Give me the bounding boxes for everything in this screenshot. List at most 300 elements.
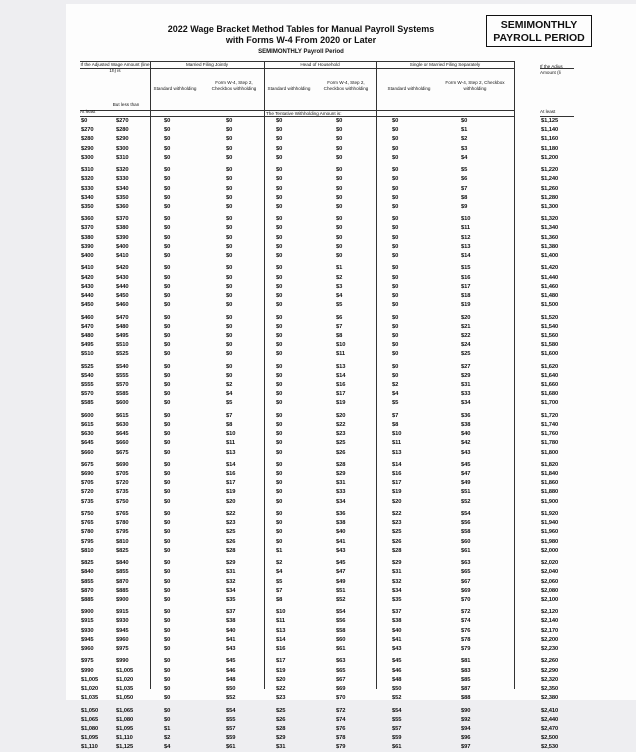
table-cell: $0 xyxy=(164,695,171,702)
table-cell: $0 xyxy=(276,154,283,161)
table-cell: $31 xyxy=(392,569,402,576)
table-cell: $2,140 xyxy=(541,618,559,625)
table-cell: $0 xyxy=(164,265,171,272)
table-cell: $915 xyxy=(116,609,129,616)
table-cell: $290 xyxy=(116,136,129,143)
table-cell: $1,780 xyxy=(541,440,559,447)
table-cell: $645 xyxy=(81,440,94,447)
table-cell: $495 xyxy=(116,332,129,339)
table-cell: $0 xyxy=(164,646,171,652)
table-cell: $1,005 xyxy=(81,676,99,683)
table-cell: $320 xyxy=(116,167,129,174)
table-cell: $67 xyxy=(336,676,346,683)
table-cell: $0 xyxy=(392,292,399,299)
mfj-checkbox-header: Form W-4, Step 2, Checkbox withholding xyxy=(211,80,257,91)
table-cell: $0 xyxy=(164,363,171,370)
table-cell: $0 xyxy=(226,203,233,210)
table-cell: $23 xyxy=(226,520,236,527)
table-cell: $65 xyxy=(336,667,346,674)
but-less-than-header: But less than xyxy=(112,102,140,107)
table-cell: $0 xyxy=(276,461,283,468)
table-cell: $0 xyxy=(164,194,171,201)
table-cell: $2,500 xyxy=(541,735,559,742)
table-cell: $41 xyxy=(392,636,402,643)
table-cell: $975 xyxy=(81,658,94,665)
table-cell: $48 xyxy=(226,676,236,683)
table-cell: $35 xyxy=(226,596,236,603)
table-cell: $0 xyxy=(336,136,343,143)
table-cell: $1,220 xyxy=(541,167,559,174)
table-cell: $1,660 xyxy=(541,382,559,388)
table-cell: $705 xyxy=(116,471,129,478)
table-cell: $990 xyxy=(81,667,94,674)
table-cell: $19 xyxy=(461,302,471,309)
table-cell: $870 xyxy=(116,578,129,585)
table-cell: $0 xyxy=(276,449,283,456)
table-cell: $460 xyxy=(81,314,94,321)
table-cell: $55 xyxy=(392,716,402,723)
table-cell: $400 xyxy=(116,243,129,250)
table-cell: $63 xyxy=(336,658,346,665)
table-cell: $10 xyxy=(336,342,346,349)
table-cell: $14 xyxy=(392,461,402,468)
table-cell: $0 xyxy=(276,234,283,241)
table-cell: $51 xyxy=(336,587,346,594)
table-cell: $1,740 xyxy=(541,421,559,428)
table-cell: $23 xyxy=(392,520,402,527)
table-cell: $600 xyxy=(116,400,129,407)
table-cell: $69 xyxy=(336,685,346,692)
table-cell: $0 xyxy=(276,382,283,388)
table-cell: $33 xyxy=(461,391,471,398)
table-cell: $7 xyxy=(336,323,343,330)
table-cell: $0 xyxy=(164,685,171,692)
table-cell: $0 xyxy=(226,154,233,161)
table-cell: $570 xyxy=(116,382,129,388)
table-cell: $1,160 xyxy=(541,136,559,143)
table-cell: $34 xyxy=(336,498,346,505)
table-cell: $38 xyxy=(392,618,402,625)
table-cell: $74 xyxy=(336,716,346,723)
table-cell: $585 xyxy=(116,391,129,398)
table-cell: $555 xyxy=(116,372,129,379)
table-cell: $40 xyxy=(461,431,471,438)
table-cell: $2 xyxy=(392,382,399,388)
table-cell: $0 xyxy=(164,400,171,407)
table-cell: $74 xyxy=(461,618,471,625)
table-cell: $0 xyxy=(276,145,283,152)
table-cell: $58 xyxy=(336,627,346,634)
table-cell: $88 xyxy=(461,695,471,702)
table-cell: $0 xyxy=(392,203,399,210)
table-cell: $0 xyxy=(164,314,171,321)
table-cell: $0 xyxy=(164,253,171,259)
table-cell: $97 xyxy=(461,744,471,751)
table-cell: $1,500 xyxy=(541,302,559,309)
table-cell: $960 xyxy=(116,636,129,643)
table-cell: $1,680 xyxy=(541,391,559,398)
table-cell: $2 xyxy=(276,560,283,567)
table-cell: $0 xyxy=(276,529,283,536)
mfj-standard-column xyxy=(164,117,190,752)
table-cell: $0 xyxy=(226,253,233,259)
table-cell: $0 xyxy=(276,225,283,232)
table-cell: $410 xyxy=(116,253,129,259)
table-cell: $460 xyxy=(116,302,129,309)
table-cell: $34 xyxy=(461,400,471,407)
table-cell: $60 xyxy=(461,538,471,545)
table-cell: $0 xyxy=(164,471,171,478)
table-cell: $615 xyxy=(81,421,94,428)
table-cell: $0 xyxy=(276,292,283,299)
table-cell: $1,560 xyxy=(541,332,559,339)
table-cell: $2,260 xyxy=(541,658,559,665)
table-cell: $17 xyxy=(226,480,236,487)
table-cell: $1,540 xyxy=(541,323,559,330)
table-cell: $11 xyxy=(276,618,286,625)
table-cell: $2,020 xyxy=(541,560,559,567)
table-cell: $450 xyxy=(116,292,129,299)
table-cell: $1,320 xyxy=(541,216,559,223)
table-cell: $25 xyxy=(392,529,402,536)
table-cell: $35 xyxy=(392,596,402,603)
table-cell: $24 xyxy=(461,342,471,349)
table-cell: $26 xyxy=(226,538,236,545)
table-cell: $47 xyxy=(461,471,471,478)
table-cell: $58 xyxy=(461,529,471,536)
table-cell: $4 xyxy=(164,744,171,751)
table-cell: $585 xyxy=(81,400,94,407)
table-cell: $45 xyxy=(461,461,471,468)
table-cell: $0 xyxy=(276,176,283,183)
table-cell: $0 xyxy=(164,372,171,379)
table-cell: $0 xyxy=(276,489,283,496)
table-cell: $0 xyxy=(226,176,233,183)
single-standard-header: Standard withholding xyxy=(387,86,431,91)
table-cell: $0 xyxy=(164,382,171,388)
table-cell: $0 xyxy=(164,154,171,161)
table-cell: $51 xyxy=(461,489,471,496)
table-cell: $1,050 xyxy=(116,695,134,702)
table-cell: $11 xyxy=(226,440,236,447)
table-cell: $750 xyxy=(81,511,94,517)
table-cell: $2,040 xyxy=(541,569,559,576)
table-cell: $0 xyxy=(164,658,171,665)
table-cell: $0 xyxy=(336,185,343,192)
table-cell: $0 xyxy=(276,203,283,210)
table-cell: $9 xyxy=(461,203,468,210)
tentative-amount-header: The Tentative Withholding Amount is: xyxy=(266,111,342,116)
table-cell: $0 xyxy=(392,167,399,174)
table-cell: $0 xyxy=(276,243,283,250)
table-cell: $11 xyxy=(392,440,402,447)
table-cell: $930 xyxy=(81,627,94,634)
table-cell: $900 xyxy=(81,609,94,616)
table-cell: $0 xyxy=(392,118,399,124)
table-cell: $69 xyxy=(461,587,471,594)
table-cell: $29 xyxy=(461,372,471,379)
table-cell: $0 xyxy=(164,636,171,643)
table-cell: $37 xyxy=(392,609,402,616)
table-cell: $4 xyxy=(226,391,233,398)
table-cell: $25 xyxy=(461,351,471,358)
table-cell: $0 xyxy=(164,716,171,723)
table-cell: $0 xyxy=(226,323,233,330)
table-cell: $32 xyxy=(226,578,236,585)
table-cell: $55 xyxy=(226,716,236,723)
table-cell: $43 xyxy=(461,449,471,456)
table-cell: $370 xyxy=(81,225,94,232)
table-cell: $0 xyxy=(276,538,283,545)
table-cell: $0 xyxy=(276,400,283,407)
table-cell: $20 xyxy=(461,314,471,321)
table-cell: $1,900 xyxy=(541,498,559,505)
table-cell: $0 xyxy=(276,498,283,505)
table-cell: $0 xyxy=(226,145,233,152)
table-cell: $15 xyxy=(461,265,471,272)
hoh-standard-column xyxy=(276,117,302,752)
table-cell: $0 xyxy=(164,609,171,616)
table-cell: $0 xyxy=(276,431,283,438)
table-cell: $0 xyxy=(164,431,171,438)
table-cell: $690 xyxy=(116,461,129,468)
table-cell: $1,380 xyxy=(541,243,559,250)
table-cell: $1,700 xyxy=(541,400,559,407)
table-cell: $0 xyxy=(276,471,283,478)
table-cell: $675 xyxy=(81,461,94,468)
table-cell: $7 xyxy=(461,185,468,192)
table-cell: $0 xyxy=(336,145,343,152)
table-cell: $1,840 xyxy=(541,471,559,478)
table-cell: $1,200 xyxy=(541,154,559,161)
table-cell: $630 xyxy=(116,421,129,428)
table-cell: $0 xyxy=(276,274,283,281)
table-cell: $0 xyxy=(164,342,171,349)
table-cell: $660 xyxy=(116,440,129,447)
table-cell: $0 xyxy=(81,118,88,124)
table-cell: $23 xyxy=(336,431,346,438)
table-cell: $29 xyxy=(276,735,286,742)
table-cell: $0 xyxy=(226,243,233,250)
table-cell: $840 xyxy=(116,560,129,567)
table-cell: $0 xyxy=(226,127,233,134)
table-cell: $0 xyxy=(164,234,171,241)
table-cell: $0 xyxy=(336,194,343,201)
table-cell: $0 xyxy=(276,127,283,134)
table-cell: $12 xyxy=(461,234,471,241)
table-cell: $54 xyxy=(336,609,346,616)
table-cell: $78 xyxy=(336,735,346,742)
table-cell: $440 xyxy=(81,292,94,299)
table-cell: $49 xyxy=(336,578,346,585)
table-cell: $19 xyxy=(226,489,236,496)
table-cell: $0 xyxy=(392,314,399,321)
table-cell: $16 xyxy=(392,471,402,478)
table-cell: $290 xyxy=(81,145,94,152)
table-cell: $31 xyxy=(336,480,346,487)
table-cell: $0 xyxy=(164,323,171,330)
table-cell: $1 xyxy=(276,547,283,554)
table-cell: $5 xyxy=(226,400,233,407)
table-cell: $1 xyxy=(164,725,171,732)
table-cell: $6 xyxy=(336,314,343,321)
table-cell: $825 xyxy=(81,560,94,567)
table-cell: $975 xyxy=(116,646,129,652)
table-cell: $420 xyxy=(81,274,94,281)
table-cell: $8 xyxy=(392,421,399,428)
mfj-checkbox-column xyxy=(226,117,252,752)
table-cell: $615 xyxy=(116,412,129,419)
table-cell: $0 xyxy=(226,194,233,201)
table-cell: $0 xyxy=(392,323,399,330)
table-cell: $1,110 xyxy=(116,735,133,742)
table-cell: $16 xyxy=(461,274,471,281)
table-cell: $1 xyxy=(461,127,468,134)
table-cell: $1,050 xyxy=(81,707,99,714)
table-cell: $61 xyxy=(226,744,236,751)
table-cell: $70 xyxy=(336,695,346,702)
table-cell: $14 xyxy=(461,253,471,259)
at-least-header: At least xyxy=(80,109,96,114)
table-cell: $0 xyxy=(164,578,171,585)
table-cell: $0 xyxy=(226,185,233,192)
table-cell: $2,530 xyxy=(541,744,559,751)
hoh-standard-header: Standard withholding xyxy=(267,86,311,91)
table-cell: $0 xyxy=(164,302,171,309)
table-cell: $0 xyxy=(276,520,283,527)
table-cell: $0 xyxy=(226,372,233,379)
but-less-than-column xyxy=(116,117,152,752)
table-cell: $0 xyxy=(276,511,283,517)
table-cell: $2,080 xyxy=(541,587,559,594)
table-cell: $22 xyxy=(461,332,471,339)
table-cell: $4 xyxy=(392,391,399,398)
table-cell: $0 xyxy=(336,127,343,134)
table-cell: $83 xyxy=(461,667,471,674)
table-cell: $630 xyxy=(81,431,94,438)
table-cell: $27 xyxy=(461,363,471,370)
table-cell: $0 xyxy=(226,167,233,174)
table-cell: $1,640 xyxy=(541,372,559,379)
table-cell: $26 xyxy=(392,538,402,545)
table-cell: $1,420 xyxy=(541,265,559,272)
table-cell: $14 xyxy=(226,461,236,468)
table-cell: $0 xyxy=(164,167,171,174)
table-cell: $29 xyxy=(392,560,402,567)
table-cell: $8 xyxy=(276,596,283,603)
table-cell: $1,880 xyxy=(541,489,559,496)
single-separately-header: Single or Married Filing Separately xyxy=(409,62,481,67)
table-cell: $0 xyxy=(226,136,233,143)
table-cell: $72 xyxy=(336,707,346,714)
table-cell: $59 xyxy=(392,735,402,742)
married-jointly-header: Married Filing Jointly xyxy=(185,62,229,67)
head-of-household-header: Head of Household xyxy=(300,62,340,67)
table-cell: $0 xyxy=(164,547,171,554)
table-cell: $0 xyxy=(276,323,283,330)
table-cell: $410 xyxy=(81,265,94,272)
table-cell: $0 xyxy=(164,529,171,536)
table-cell: $1,260 xyxy=(541,185,559,192)
table-cell: $1,080 xyxy=(116,716,134,723)
table-cell: $65 xyxy=(461,569,471,576)
table-cell: $0 xyxy=(276,118,283,124)
table-cell: $43 xyxy=(336,547,346,554)
table-cell: $0 xyxy=(392,154,399,161)
table-cell: $1,280 xyxy=(541,194,559,201)
table-cell: $0 xyxy=(276,363,283,370)
table-cell: $16 xyxy=(226,471,236,478)
table-cell: $780 xyxy=(81,529,94,536)
table-cell: $1,980 xyxy=(541,538,559,545)
table-cell: $0 xyxy=(226,351,233,358)
table-cell: $0 xyxy=(276,253,283,259)
table-cell: $870 xyxy=(81,587,94,594)
table-cell: $735 xyxy=(81,498,94,505)
table-cell: $4 xyxy=(336,292,343,299)
table-cell: $10 xyxy=(226,431,236,438)
table-cell: $1,300 xyxy=(541,203,559,210)
table-cell: $0 xyxy=(164,587,171,594)
table-cell: $720 xyxy=(81,489,94,496)
table-cell: $59 xyxy=(226,735,236,742)
table-cell: $360 xyxy=(81,216,94,223)
table-cell: $510 xyxy=(116,342,129,349)
table-cell: $79 xyxy=(336,744,346,751)
table-cell: $0 xyxy=(226,265,233,272)
table-cell: $28 xyxy=(276,725,286,732)
table-cell: $350 xyxy=(81,203,94,210)
table-cell: $400 xyxy=(81,253,94,259)
table-cell: $40 xyxy=(226,627,236,634)
table-cell: $0 xyxy=(226,283,233,290)
table-cell: $22 xyxy=(336,421,346,428)
table-cell: $56 xyxy=(461,520,471,527)
table-cell: $43 xyxy=(392,646,402,652)
table-cell: $2,200 xyxy=(541,636,559,643)
table-cell: $380 xyxy=(116,225,129,232)
table-cell: $0 xyxy=(276,265,283,272)
table-cell: $310 xyxy=(81,167,94,174)
table-cell: $0 xyxy=(226,118,233,124)
table-cell: $34 xyxy=(226,587,236,594)
table-cell: $720 xyxy=(116,480,129,487)
table-cell: $300 xyxy=(81,154,94,161)
table-cell: $0 xyxy=(164,667,171,674)
table-cell: $1,400 xyxy=(541,253,559,259)
table-cell: $915 xyxy=(81,618,94,625)
table-cell: $0 xyxy=(392,185,399,192)
table-cell: $945 xyxy=(81,636,94,643)
table-cell: $330 xyxy=(81,185,94,192)
table-cell: $0 xyxy=(276,314,283,321)
table-cell: $885 xyxy=(81,596,94,603)
table-cell: $40 xyxy=(336,529,346,536)
table-cell: $45 xyxy=(226,658,236,665)
table-cell: $0 xyxy=(164,118,171,124)
table-cell: $47 xyxy=(336,569,346,576)
table-cell: $76 xyxy=(461,627,471,634)
table-cell: $2,410 xyxy=(541,707,559,714)
table-cell: $23 xyxy=(276,695,286,702)
table-cell: $0 xyxy=(392,145,399,152)
table-cell: $5 xyxy=(392,400,399,407)
table-cell: $52 xyxy=(461,498,471,505)
table-cell: $63 xyxy=(461,560,471,567)
table-cell: $0 xyxy=(164,707,171,714)
table-cell: $2,320 xyxy=(541,676,559,683)
table-cell: $480 xyxy=(116,323,129,330)
